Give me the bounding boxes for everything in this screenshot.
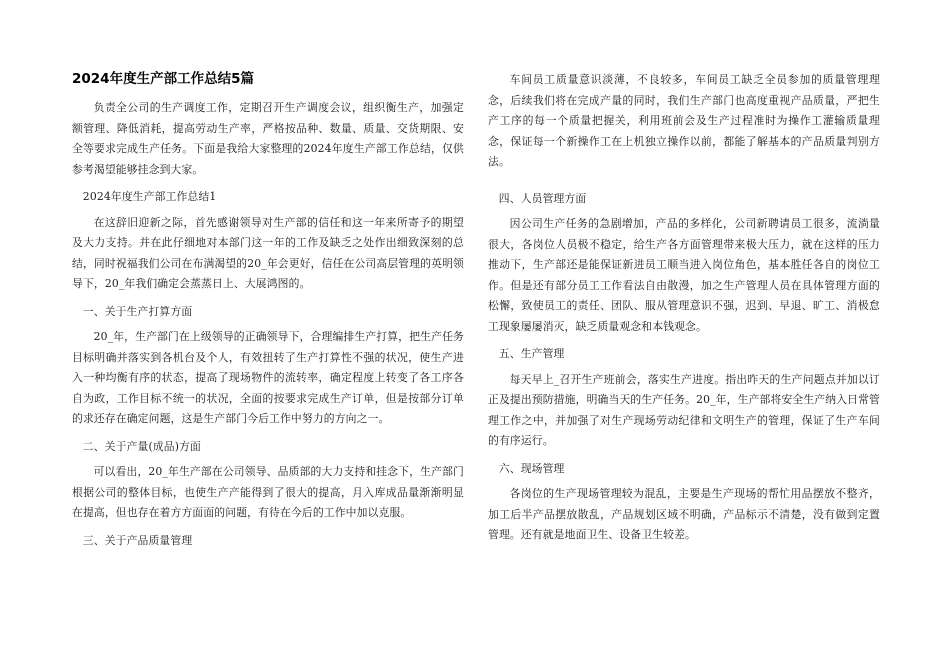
section-1-heading: 一、关于生产打算方面 <box>82 304 193 318</box>
section-5-heading: 五、生产管理 <box>498 347 565 360</box>
summary-1-paragraph: 在这辞旧迎新之际，首先感谢领导对生产部的信任和这一年来所寄予的期望及大力支持。并在此仔细地对本部门这一年的工作及缺乏之处作出细致深刻的总结，同时祝福我们公司在布满渴望的20_年会更好，信任在公司高层管理的英明领导下，20_年我们确定会蒸蒸日上、大展鸿图的。 <box>72 215 464 290</box>
document-title: 2024年度生产部工作总结5篇 <box>72 71 254 87</box>
right-column <box>488 70 880 553</box>
section-4-heading: 四、人员管理方面 <box>498 191 587 205</box>
section-1-paragraph: 20_年，生产部门在上级领导的正确领导下，合理编排生产打算，把生产任务目标明确并落实到各机台及个人，有效扭转了生产打算性不强的状况，使生产进入一种均衡有序的状态，提高了现场物件的流转率，确定程度上转变了各工序各自为政，工作目标不统一的状况，全面的按要求完成生产订单，但是按部分订单的求还存在确定问题，这是生产部门今后工作中努力的方向之一。 <box>72 330 464 425</box>
left-column <box>72 70 464 556</box>
section-5-paragraph: 每天早上_召开生产班前会，落实生产进度。指出昨天的生产问题点并加以订正及提出预防措施，明确当天的生产任务。20_年，生产部将安全生产纳入日常管理工作之中，并加强了对生产现场劳动纪律和文明生产的管理，保证了生产车间的有序运行。 <box>488 372 880 447</box>
section-2-paragraph: 可以看出，20_年生产部在公司领导、品质部的大力支持和挂念下，生产部门根据公司的整体目标，也使生产产能得到了很大的提高，月入库成品量渐渐明显在提高，但也存在着方方面面的问题，有待在今后的工作中加以克服。 <box>72 465 464 519</box>
intro-paragraph: 负责全公司的生产调度工作，定期召开生产调度会议，组织衡生产，加强定额管理、降低消耗，提高劳动生产率，严格按品种、数量、质量、交货期限、安全等要求完成生产任务。下面是我给大家整理的2024年度生产部工作总结，仅供参考渴望能够挂念到大家。 <box>72 101 464 176</box>
section-3-paragraph: 车间员工质量意识淡薄，不良较多，车间员工缺乏全员参加的质量管理理念，后续我们将在完成产量的同时，我们生产部门也高度重视产品质量，严把生产工序的每一个质量把握关，利用班前会及生产过程准时为操作工灌输质量理念，保证每一个新操作工在上机独立操作以前，都能了解基本的产品质量判别方法。 <box>488 73 880 168</box>
section-4-paragraph: 因公司生产任务的急剧增加，产品的多样化，公司新聘请员工很多，流淌量很大，各岗位人员极不稳定，给生产各方面管理带来极大压力，就在这样的压力推动下，生产部还是能保证新进员工顺当进入岗位角色，基本胜任各自的岗位工作。但是还有部分员工工作看法自由散漫，加之生产管理人员在具体管理方面的松懈，致使员工的责任、团队、服从管理意识不强，迟到、早退、旷工、消极怠工现象屡屡消灭，缺乏质量观念和本钱观念。 <box>488 217 880 333</box>
section-3-heading: 三、关于产品质量管理 <box>82 533 193 547</box>
section-6-heading: 六、现场管理 <box>498 461 565 475</box>
section-6-paragraph: 各岗位的生产现场管理较为混乱，主要是生产现场的帮忙用品摆放不整齐，加工后半产品摆放散乱，产品规划区域不明确，产品标示不清楚，没有做到定置管理。还有就是地面卫生、设备卫生较差。 <box>488 487 880 541</box>
summary-1-heading: 2024年度生产部工作总结1 <box>82 190 217 203</box>
section-2-heading: 二、关于产量(成品)方面 <box>82 439 201 453</box>
